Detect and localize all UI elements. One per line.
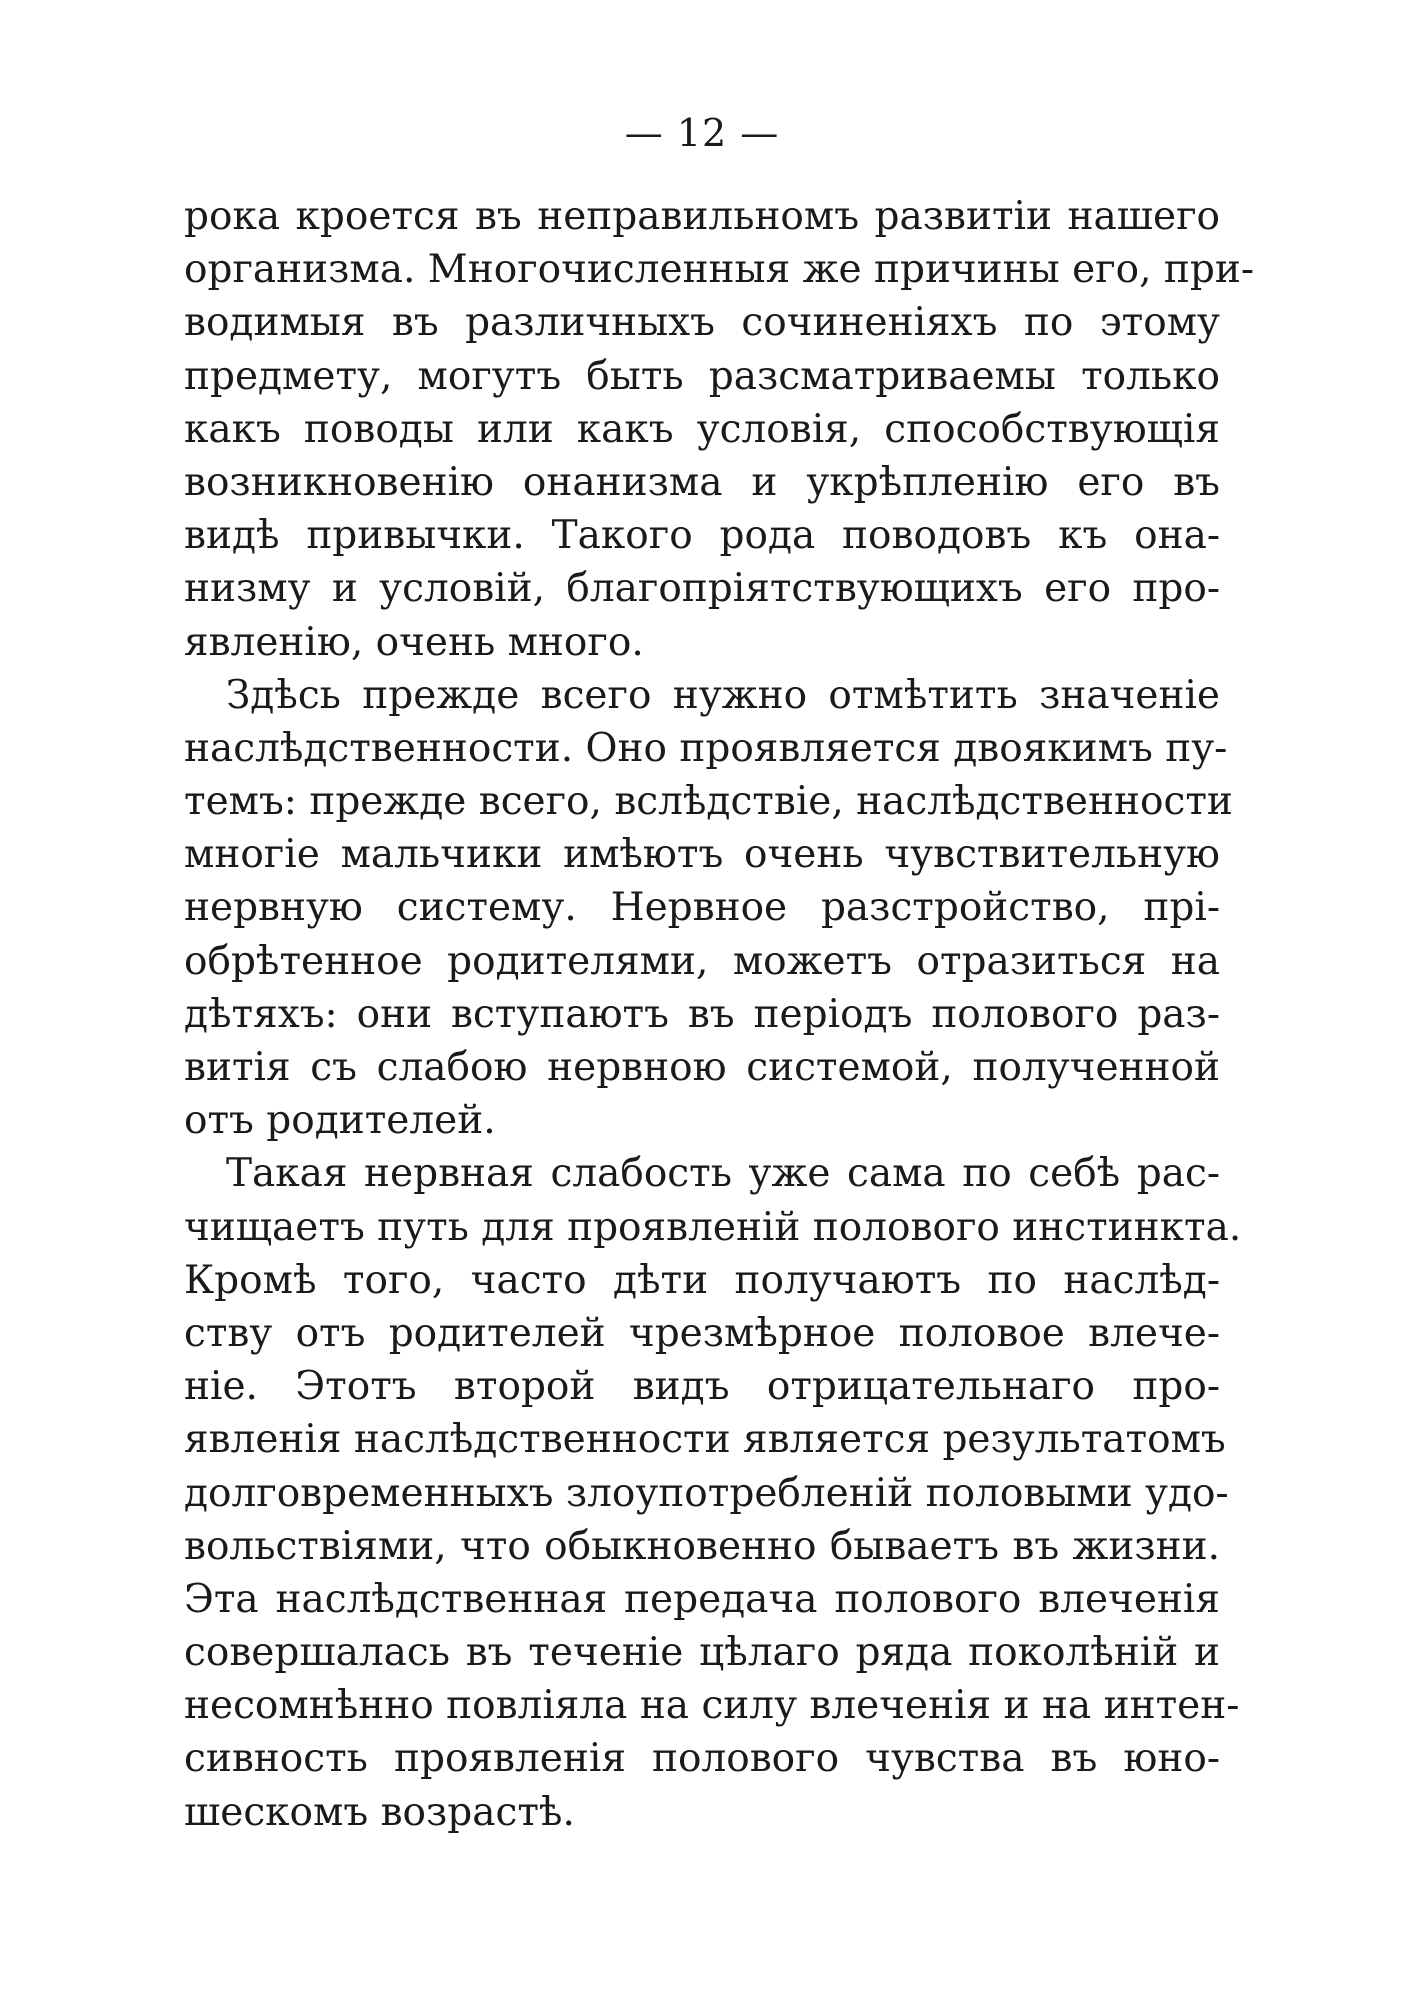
text-line: совершалась въ теченіе цѣлаго ряда поколѣній и: [184, 1630, 1220, 1676]
page-number: — 12 —: [624, 111, 780, 155]
text-line: явленію, очень много.: [184, 619, 644, 665]
text-line: несомнѣнно повліяла на силу влеченія и на интен-: [184, 1683, 1240, 1729]
text-line: Такая нервная слабость уже сама по себѣ рас-: [226, 1151, 1220, 1197]
text-line: водимыя въ различныхъ сочиненіяхъ по этому: [184, 300, 1220, 346]
text-line: витія съ слабою нервною системой, полученной: [184, 1045, 1220, 1090]
text-line: шескомъ возрастѣ.: [184, 1789, 575, 1835]
text-line: темъ: прежде всего, вслѣдствіе, наслѣдственности: [184, 779, 1233, 825]
text-line: Кромѣ того, часто дѣти получаютъ по наслѣд-: [184, 1257, 1220, 1303]
text-line: явленія наслѣдственности является результатомъ: [184, 1417, 1226, 1463]
text-line: какъ поводы или какъ условія, способствующія: [184, 406, 1220, 452]
paragraph-3: [184, 1147, 1242, 1838]
text-line: долговременныхъ злоупотребленій половыми удо-: [184, 1470, 1229, 1516]
text-line: предмету, могутъ быть разсматриваемы только: [184, 353, 1220, 399]
text-line: низму и условій, благопріятствующихъ его про-: [184, 566, 1220, 612]
text-line: обрѣтенное родителями, можетъ отразиться на: [184, 938, 1220, 984]
paragraph-1: [184, 190, 1255, 669]
text-line: наслѣдственности. Оно проявляется двоякимъ пу-: [184, 725, 1228, 771]
text-line: дѣтяхъ: они вступаютъ въ періодъ полового раз-: [184, 991, 1220, 1037]
text-line: нервную систему. Нервное разстройство, прі-: [184, 885, 1220, 931]
text-line: ству отъ родителей чрезмѣрное половое влече-: [184, 1310, 1220, 1356]
text-line: чищаетъ путь для проявленій полового инстинкта.: [184, 1204, 1242, 1250]
text-line: ніе. Этотъ второй видъ отрицательнаго про-: [184, 1364, 1220, 1410]
body-text: [184, 190, 1255, 1839]
text-line: отъ родителей.: [184, 1098, 496, 1144]
text-line: возникновенію онанизма и укрѣпленію его въ: [184, 459, 1220, 505]
text-line: Эта наслѣдственная передача полового влеченія: [184, 1576, 1220, 1622]
text-line: многіе мальчики имѣютъ очень чувствительную: [184, 832, 1220, 878]
text-line: видѣ привычки. Такого рода поводовъ къ она-: [184, 513, 1220, 559]
text-line: рока кроется въ неправильномъ развитіи нашего: [184, 194, 1220, 239]
text-line: сивность проявленія полового чувства въ юно-: [184, 1736, 1220, 1782]
text-line: вольствіями, что обыкновенно бываетъ въ жизни.: [184, 1523, 1220, 1569]
text-line: организма. Многочисленныя же причины его, при-: [184, 247, 1255, 293]
paragraph-2: [184, 669, 1233, 1148]
text-line: Здѣсь прежде всего нужно отмѣтить значеніе: [226, 672, 1220, 718]
